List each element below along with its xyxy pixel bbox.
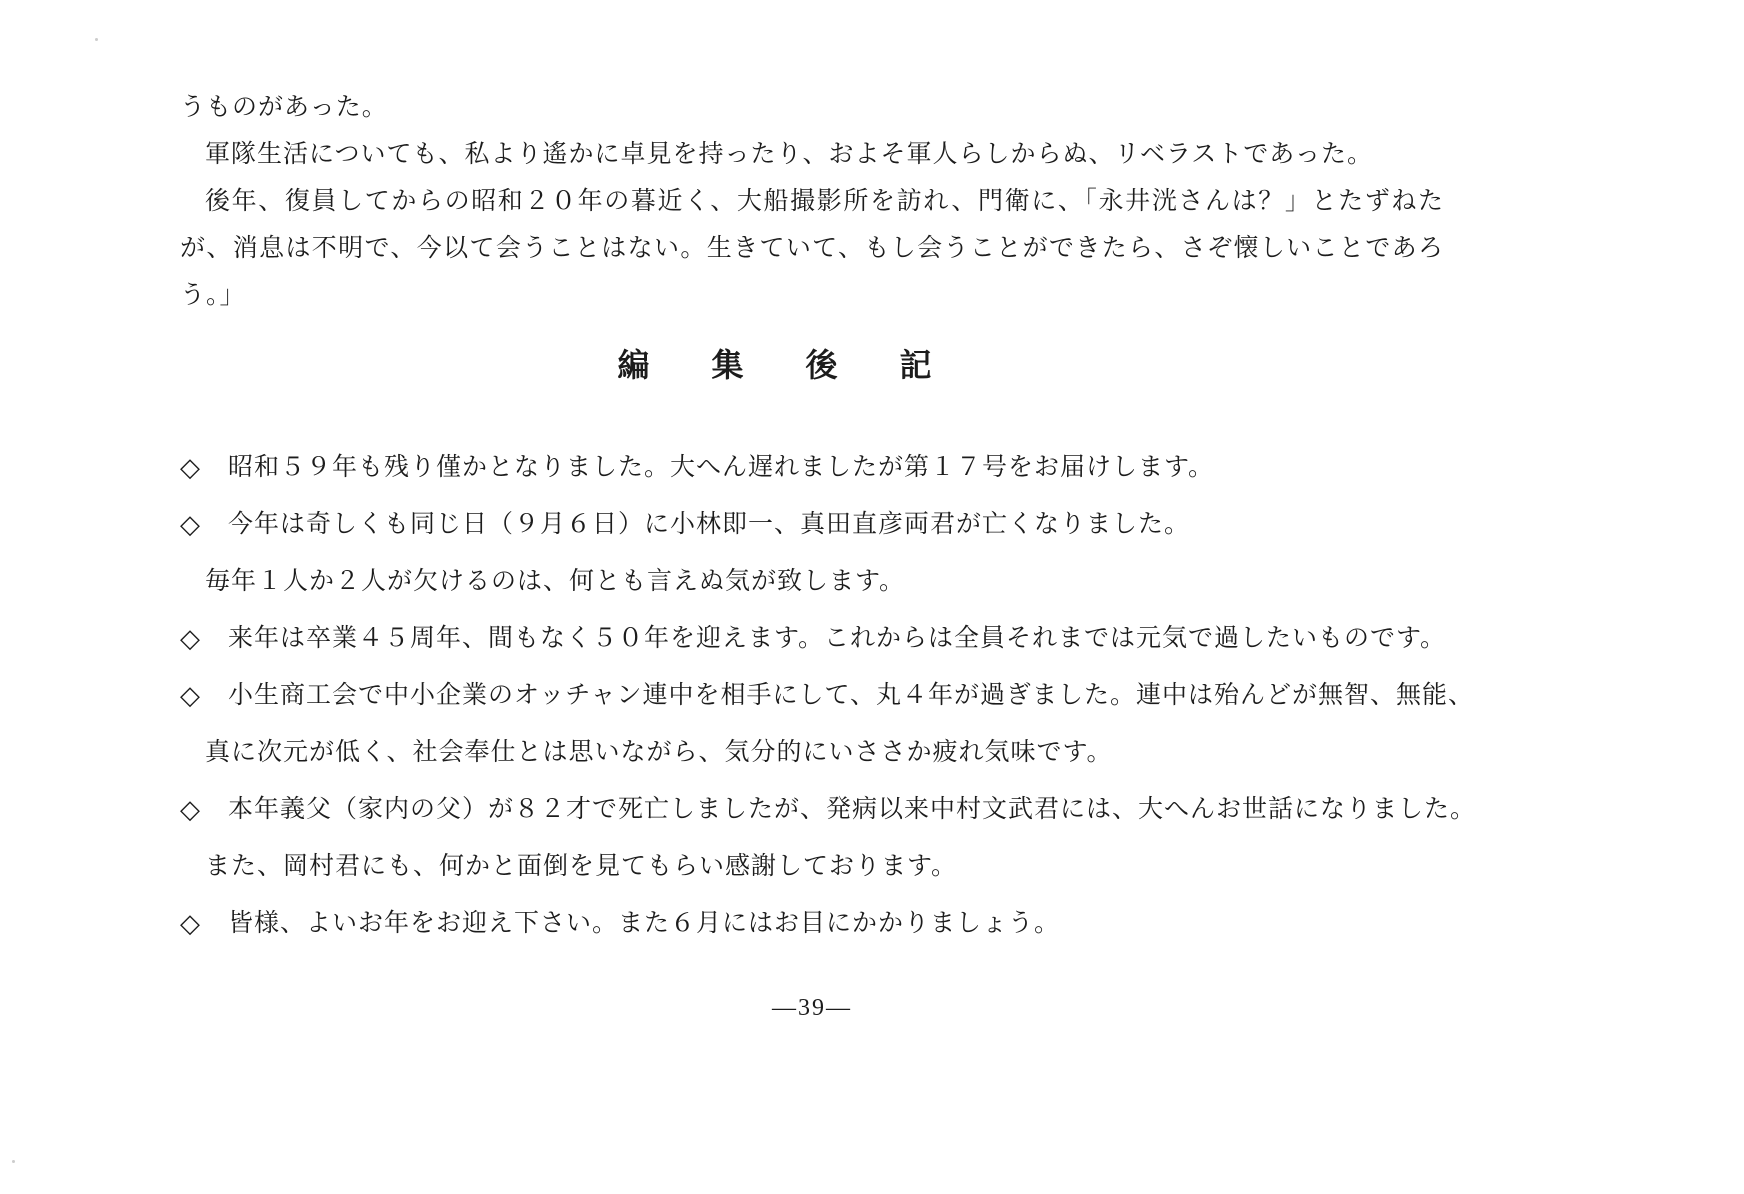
list-item (180, 441, 1444, 495)
note-text: 小生商工会で中小企業のオッチャン連中を相手にして、丸４年が過ぎました。連中は殆んどが無智、無能、 (228, 682, 1475, 709)
list-item (180, 897, 1444, 951)
page-number: ―39― (772, 995, 852, 1021)
diamond-bullet-icon: ◇ (180, 681, 201, 710)
paragraph: 軍隊生活についても、私より遙かに卓見を持ったり、およそ軍人らしからぬ、リベラストであった。 (205, 141, 1374, 168)
diamond-bullet-icon: ◇ (180, 453, 201, 482)
paragraph: 後年、復員してからの昭和２０年の暮近く、大船撮影所を訪れ、門衛に、「永井洸さんは？」とたずねたが、消息は不明で、今以て会うことはない。生きていて、もし会うことができたら、さぞ懐しいことであろう。」 (180, 188, 1444, 309)
list-item (180, 669, 1475, 723)
closing-paragraphs (180, 84, 1444, 319)
diamond-bullet-icon: ◇ (180, 909, 201, 938)
list-item (180, 783, 1477, 837)
note-text: 昭和５９年も残り僅かとなりました。大へん遅れましたが第１７号をお届けします。 (228, 454, 1215, 481)
note-text: 皆様、よいお年をお迎え下さい。また６月にはお目にかかりましょう。 (228, 910, 1061, 937)
list-item (180, 612, 1447, 666)
note-continuation: 真に次元が低く、社会奉仕とは思いながら、気分的にいささか疲れ気味です。 (205, 739, 1113, 766)
scan-speck (95, 38, 98, 41)
note-continuation: また、岡村君にも、何かと面倒を見てもらい感謝しております。 (205, 853, 958, 880)
diamond-bullet-icon: ◇ (180, 624, 201, 653)
note-text: 来年は卒業４５周年、間もなく５０年を迎えます。これからは全員それまでは元気で過したいものです。 (228, 625, 1447, 652)
paragraph: うものがあった。 (180, 94, 388, 121)
note-text: 今年は奇しくも同じ日（９月６日）に小林即一、真田直彦両君が亡くなりました。 (228, 511, 1191, 538)
list-item (180, 498, 1444, 552)
page-title: 編 集 後 記 (617, 347, 947, 383)
note-text: 本年義父（家内の父）が８２才で死亡しましたが、発病以来中村文武君には、大へんお世話になりました。 (228, 796, 1477, 823)
editor-notes-list (180, 441, 1477, 951)
note-continuation: 毎年１人か２人が欠けるのは、何とも言えぬ気が致します。 (205, 568, 906, 595)
diamond-bullet-icon: ◇ (180, 510, 201, 539)
diamond-bullet-icon: ◇ (180, 795, 201, 824)
scan-speck (12, 1160, 15, 1163)
